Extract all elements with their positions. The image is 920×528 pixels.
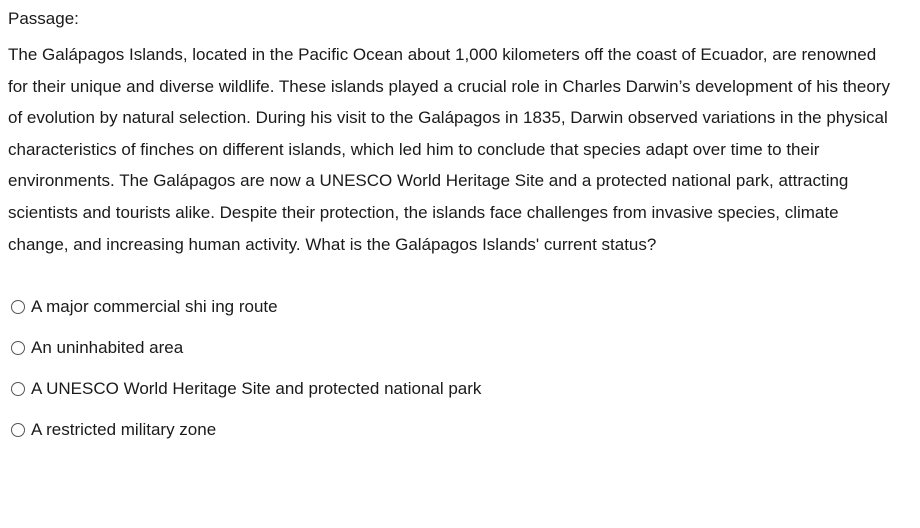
radio-button[interactable] bbox=[11, 341, 25, 355]
answer-option[interactable] bbox=[8, 368, 920, 409]
option-label: An uninhabited area bbox=[31, 337, 184, 357]
option-label: A major commercial shi ing route bbox=[31, 296, 278, 316]
passage-heading: Passage: bbox=[8, 9, 79, 28]
radio-button[interactable] bbox=[11, 300, 25, 314]
answer-option[interactable] bbox=[8, 286, 920, 327]
passage-text: The Galápagos Islands, located in the Pacific Ocean about 1,000 kilometers off the coast of Ecuador, are renowned for their unique and diverse wildlife. These islands played a crucial role in Charles Darwin’s development of his theory of evolution by natural selection. During his visit to the Galápagos in 1835, Darwin observed variations in the physical characteristics of finches on different islands, which led him to conclude that species adapt over time to their environments. The Galápagos are now a UNESCO World Heritage Site and a protected national park, attracting scientists and tourists alike. Despite their protection, the islands face challenges from invasive species, climate change, and increasing human activity. What is the Galápagos Islands' current status? bbox=[8, 45, 890, 254]
radio-button[interactable] bbox=[11, 382, 25, 396]
answer-options bbox=[8, 286, 920, 450]
option-label: A UNESCO World Heritage Site and protected national park bbox=[31, 378, 482, 398]
radio-button[interactable] bbox=[11, 423, 25, 437]
answer-option[interactable] bbox=[8, 327, 920, 368]
answer-option[interactable] bbox=[8, 409, 920, 450]
option-label: A restricted military zone bbox=[31, 419, 217, 439]
